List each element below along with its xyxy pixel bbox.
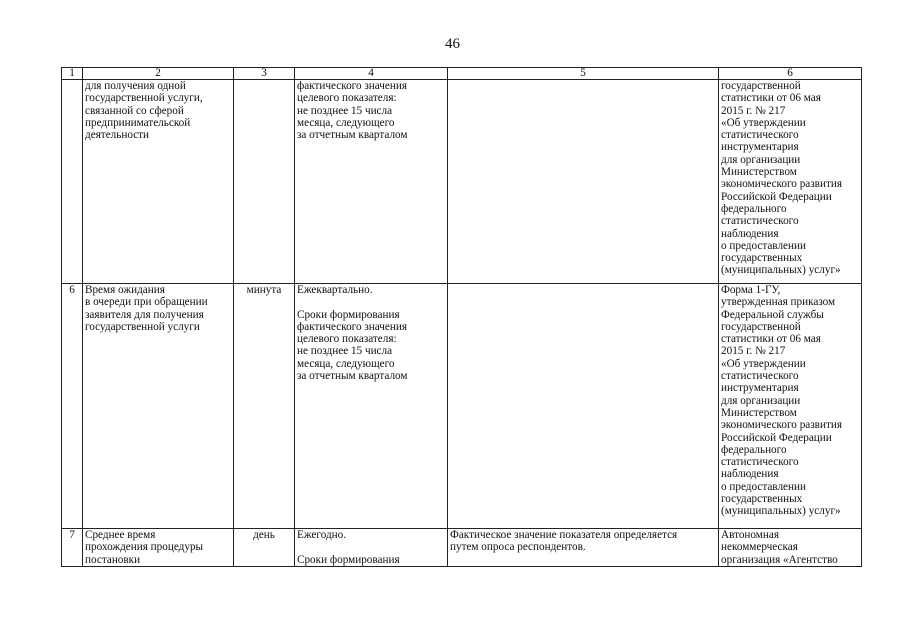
schedule-cell: Ежегодно. Сроки формирования — [295, 529, 448, 567]
unit-cell: день — [234, 529, 295, 567]
indicator-name-cell: Время ожидания в очереди при обращении заявителя для получения государственной услуги — [83, 284, 234, 529]
page-number: 46 — [445, 36, 460, 52]
row-number-cell: 7 — [62, 529, 83, 567]
table-row — [62, 284, 862, 529]
method-cell — [448, 284, 719, 529]
table-row — [62, 80, 862, 284]
row-number-cell: 6 — [62, 284, 83, 529]
column-header: 6 — [719, 68, 862, 80]
column-header: 3 — [234, 68, 295, 80]
column-header: 2 — [83, 68, 234, 80]
schedule-cell: фактического значения целевого показателя: не позднее 15 числа месяца, следующего за отчетным кварталом — [295, 80, 448, 284]
row-number-cell — [62, 80, 83, 284]
column-header: 5 — [448, 68, 719, 80]
indicators-table — [61, 67, 862, 567]
indicator-name-cell: для получения одной государственной услуги, связанной со сферой предпринимательской деятельности — [83, 80, 234, 284]
column-header: 1 — [62, 68, 83, 80]
table-header-row — [62, 68, 862, 80]
source-cell: Автономная некоммерческая организация «Агентство — [719, 529, 862, 567]
source-cell: государственной статистики от 06 мая 2015 г. № 217 «Об утверждении статистического инструментария для организации Министерством экономического развития Российской Федерации федерального статистического наблюдения о предоставлении государственных (муниципальных) услуг» — [719, 80, 862, 284]
method-cell: Фактическое значение показателя определяется путем опроса респондентов. — [448, 529, 719, 567]
source-cell: Форма 1-ГУ, утвержденная приказом Федеральной службы государственной статистики от 06 мая 2015 г. № 217 «Об утверждении статистического инструментария для организации Министерством экономического развития Российской Федерации федерального статистического наблюдения о предоставлении государственных (муниципальных) услуг» — [719, 284, 862, 529]
unit-cell: минута — [234, 284, 295, 529]
unit-cell — [234, 80, 295, 284]
table-row — [62, 529, 862, 567]
schedule-cell: Ежеквартально. Сроки формирования фактического значения целевого показателя: не позднее 15 числа месяца, следующего за отчетным кварталом — [295, 284, 448, 529]
method-cell — [448, 80, 719, 284]
indicator-name-cell: Среднее время прохождения процедуры постановки — [83, 529, 234, 567]
column-header: 4 — [295, 68, 448, 80]
